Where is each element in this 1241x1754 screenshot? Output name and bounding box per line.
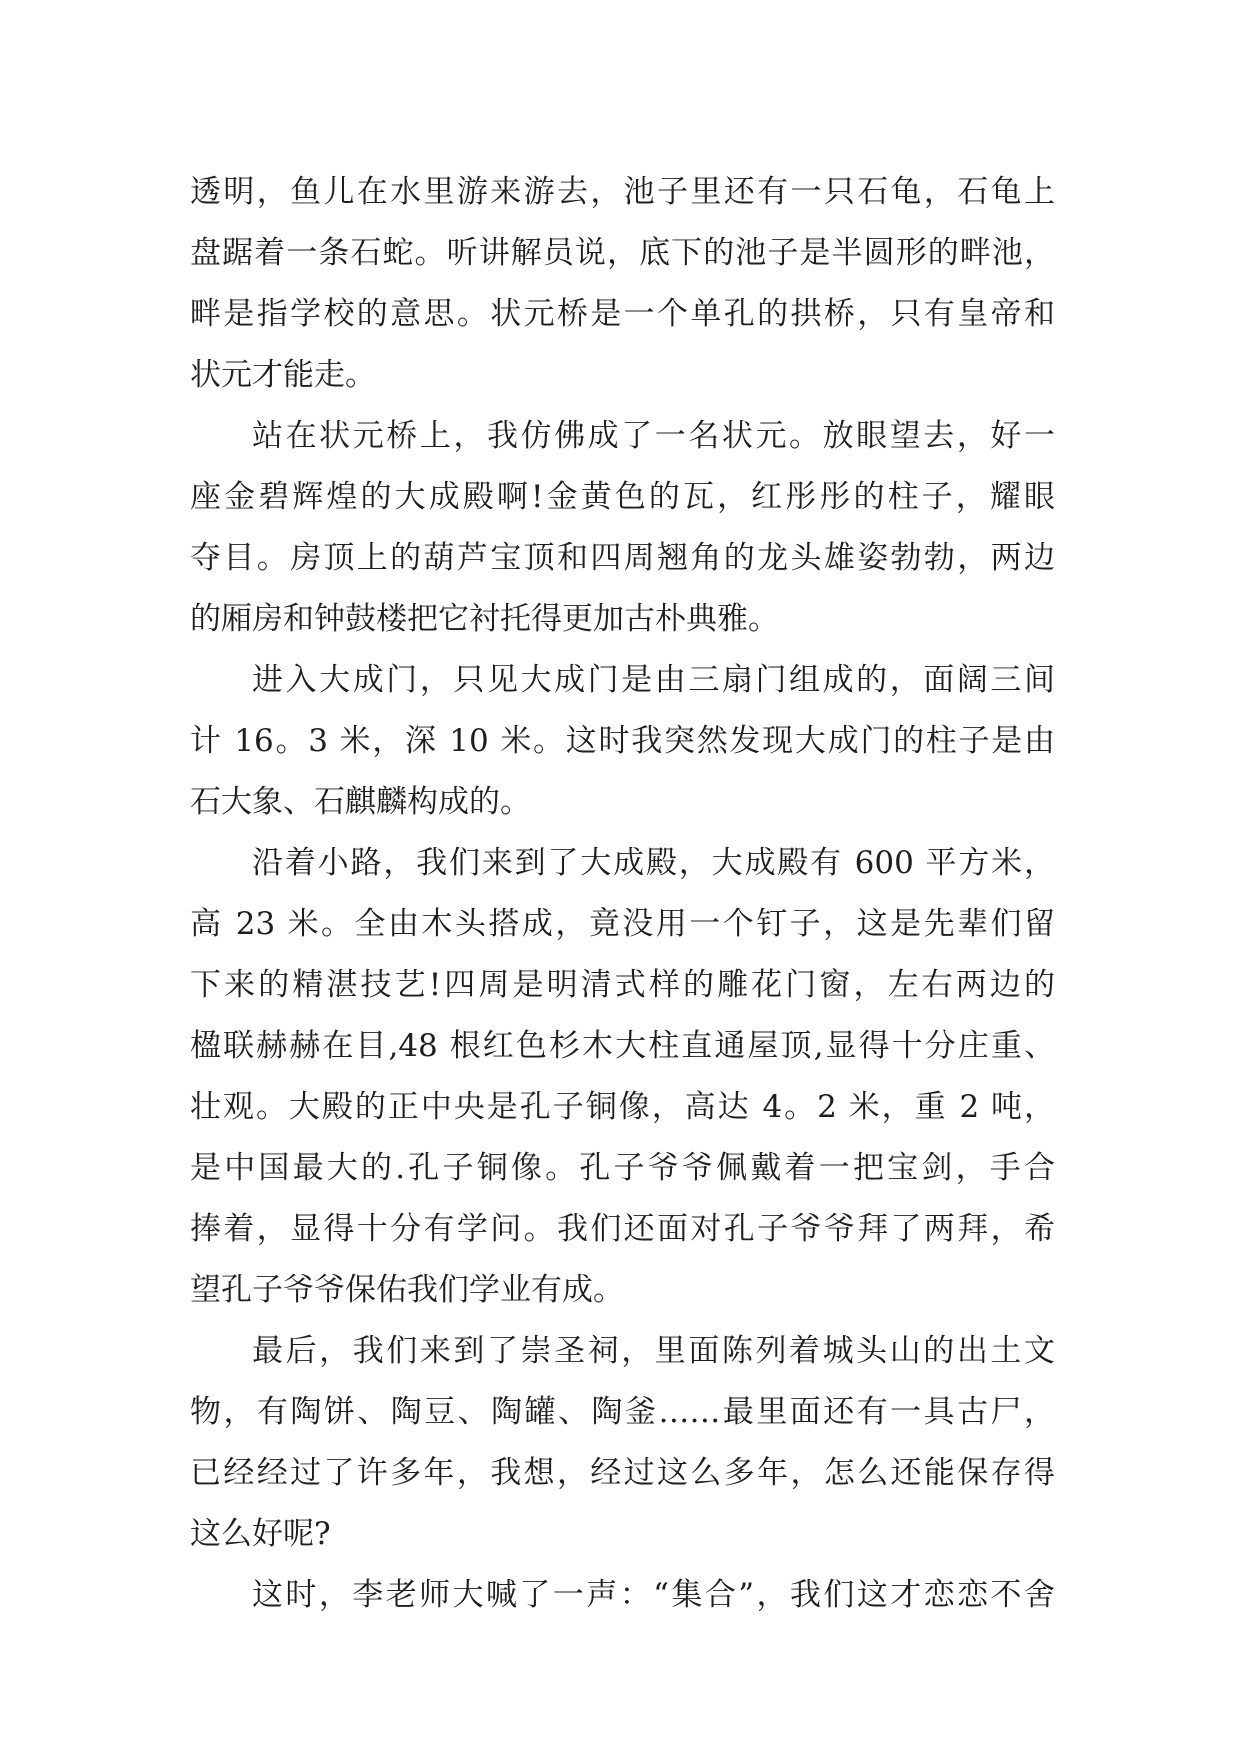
text-line: 楹联赫赫在目,48 根红色杉木大柱直通屋顶,显得十分庄重、 xyxy=(190,1028,1055,1064)
text-line: 已经经过了许多年，我想，经过这么多年，怎么还能保存得 xyxy=(190,1455,1055,1491)
text-line: 沿着小路，我们来到了大成殿，大成殿有 600 平方米， xyxy=(252,845,1055,881)
text-line: 石大象、石麒麟构成的。 xyxy=(190,784,531,820)
text-line: 盘踞着一条石蛇。听讲解员说，底下的池子是半圆形的畔池， xyxy=(190,235,1055,271)
text-line: 进入大成门，只见大成门是由三扇门组成的，面阔三间 xyxy=(252,662,1055,698)
text-line: 畔是指学校的意思。状元桥是一个单孔的拱桥，只有皇帝和 xyxy=(190,296,1055,332)
text-line: 最后，我们来到了崇圣祠，里面陈列着城头山的出土文 xyxy=(252,1333,1055,1369)
text-line: 是中国最大的.孔子铜像。孔子爷爷佩戴着一把宝剑，手合 xyxy=(190,1150,1055,1186)
text-line: 这么好呢? xyxy=(190,1516,331,1552)
text-line: 透明，鱼儿在水里游来游去，池子里还有一只石龟，石龟上 xyxy=(190,174,1055,210)
text-line: 站在状元桥上，我仿佛成了一名状元。放眼望去，好一 xyxy=(252,418,1055,454)
text-line: 的厢房和钟鼓楼把它衬托得更加古朴典雅。 xyxy=(190,601,779,637)
text-line: 物，有陶饼、陶豆、陶罐、陶釜……最里面还有一具古尸， xyxy=(190,1394,1055,1430)
text-line: 夺目。房顶上的葫芦宝顶和四周翘角的龙头雄姿勃勃，两边 xyxy=(190,540,1055,576)
text-line: 状元才能走。 xyxy=(190,357,376,393)
text-line: 望孔子爷爷保佑我们学业有成。 xyxy=(190,1272,624,1308)
text-line: 壮观。大殿的正中央是孔子铜像，高达 4。2 米，重 2 吨， xyxy=(190,1089,1055,1125)
text-line: 座金碧辉煌的大成殿啊!金黄色的瓦，红彤彤的柱子，耀眼 xyxy=(190,479,1055,515)
text-line: 下来的精湛技艺!四周是明清式样的雕花门窗，左右两边的 xyxy=(190,967,1055,1003)
text-line: 捧着，显得十分有学问。我们还面对孔子爷爷拜了两拜，希 xyxy=(190,1211,1055,1247)
essay-body xyxy=(190,162,1055,1626)
text-line: 计 16。3 米，深 10 米。这时我突然发现大成门的柱子是由 xyxy=(190,723,1055,759)
text-line: 这时，李老师大喊了一声：“集合”，我们这才恋恋不舍 xyxy=(252,1577,1055,1613)
text-line: 高 23 米。全由木头搭成，竟没用一个钉子，这是先辈们留 xyxy=(190,906,1055,942)
